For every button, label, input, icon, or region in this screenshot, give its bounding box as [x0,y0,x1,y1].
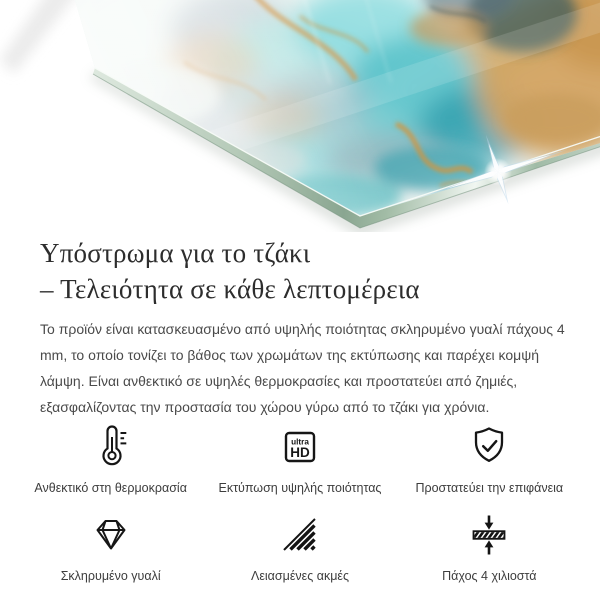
ultra-hd-icon [276,423,324,471]
page-title-line1: Υπόστρωμα για το τζάκι [40,238,311,268]
feature-item-thickness [395,513,584,584]
feature-label: Πάχος 4 χιλιοστά [442,569,537,583]
product-photo [0,0,600,232]
product-description: Το προϊόν είναι κατασκευασμένο από υψηλής ποιότητας σκληρυμένο γυαλί πάχους 4 mm, το οποίο τονίζει το βάθος των χρωμάτων της εκτύπωσης και παρέχει κομψή λάμψη. Είναι ανθεκτικό σε υψηλές θερμοκρασίες και προστατεύει από ζημιές, εξασφαλίζοντας την προστασία του χώρου γύρω από το τζάκι για χρόνια. [40,321,565,415]
thermometer-icon [87,423,135,471]
feature-item-polished-edges [205,513,394,584]
feature-label: Εκτύπωση υψηλής ποιότητας [218,481,382,495]
feature-item-print-quality [205,425,394,496]
feature-item-surface-protection [395,425,584,496]
feature-item-temperature [16,425,205,496]
shield-check-icon [465,423,513,471]
reflection-band [0,0,88,74]
feature-grid [16,425,584,584]
ultra-hd-badge-bottom: HD [290,444,310,460]
thickness-icon [465,511,513,559]
feature-label: Ανθεκτικό στη θερμοκρασία [34,481,187,495]
page-title [40,232,570,307]
page-title-line2: – Τελειότητα σε κάθε λεπτομέρεια [40,274,420,304]
polished-edges-icon [276,511,324,559]
feature-label: Προστατεύει την επιφάνεια [415,481,564,495]
glass-panel-image [0,0,600,232]
ultra-hd-badge-top: ultra [291,437,309,447]
feature-label: Λειασμένες ακμές [250,569,349,583]
product-info-section [0,232,600,584]
feature-item-tempered-glass [16,513,205,584]
feature-label: Σκληρυμένο γυαλί [60,569,161,583]
diamond-icon [87,511,135,559]
